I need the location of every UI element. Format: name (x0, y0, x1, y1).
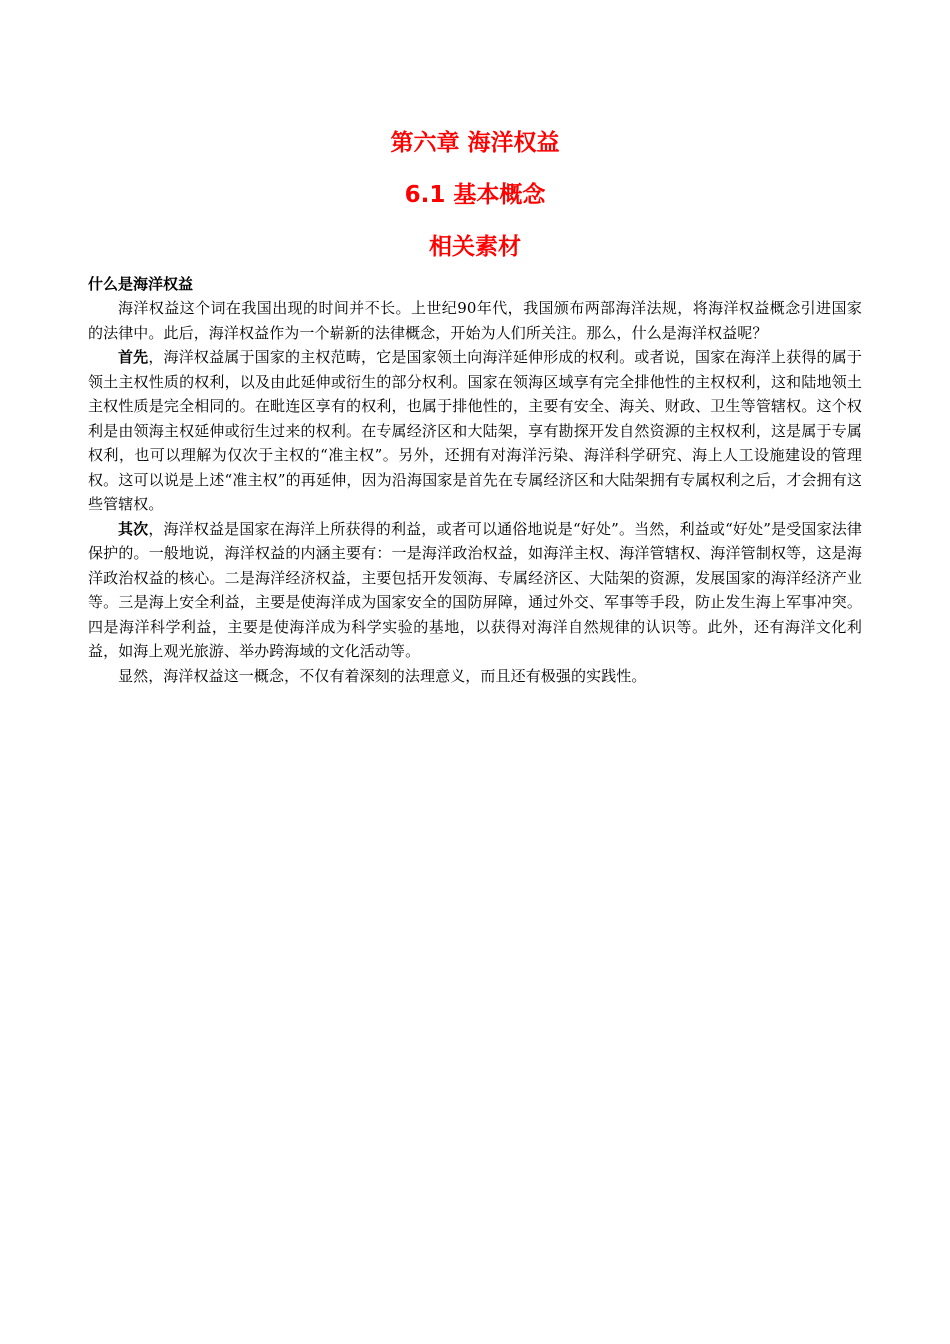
chapter-title: 第六章 海洋权益 (390, 130, 560, 156)
paragraph-second (88, 517, 862, 664)
sub-title: 相关素材 (429, 234, 521, 260)
title-block (0, 130, 950, 286)
paragraph-text: ，海洋权益属于国家的主权范畴，它是国家领土向海洋延伸形成的权利。或者说，国家在海洋上获得的属于领土主权性质的权利，以及由此延伸或衍生的部分权利。国家在领海区域享有完全排他性的主权权利，这和陆地领土主权性质是完全相同的。在毗连区享有的权利，也属于排他性的，主要有安全、海关、财政、卫生等管辖权。这个权利是由领海主权延伸或衍生过来的权利。在专属经济区和大陆架，享有勘探开发自然资源的主权权利，这是属于专属权利，也可以理解为仅次于主权的“准主权”。另外，还拥有对海洋污染、海洋科学研究、海上人工设施建设的管理权。这可以说是上述“准主权”的再延伸，因为沿海国家是首先在专属经济区和大陆架拥有专属权利之后，才会拥有这些管辖权。 (88, 348, 862, 513)
paragraph-text: ，海洋权益是国家在海洋上所获得的利益，或者可以通俗地说是“好处”。当然，利益或“好处”是受国家法律保护的。一般地说，海洋权益的内涵主要有：一是海洋政治权益，如海洋主权、海洋管辖权、海洋管制权等，这是海洋政治权益的核心。二是海洋经济权益，主要包括开发领海、专属经济区、大陆架的资源，发展国家的海洋经济产业等。三是海上安全利益，主要是使海洋成为国家安全的国防屏障，通过外交、军事等手段，防止发生海上军事冲突。四是海洋科学利益，主要是使海洋成为科学实验的基地，以获得对海洋自然规律的认识等。此外，还有海洋文化利益，如海上观光旅游、举办跨海域的文化活动等。 (88, 519, 863, 660)
section-heading: 什么是海洋权益 (88, 275, 194, 293)
paragraph-lead: 其次 (118, 519, 149, 538)
paragraph-text: 显然，海洋权益这一概念，不仅有着深刻的法理意义，而且还有极强的实践性。 (118, 666, 647, 685)
body-content (88, 272, 862, 688)
paragraph-lead: 首先 (118, 348, 149, 366)
paragraph-conclusion (88, 664, 862, 689)
section-title: 6.1 基本概念 (404, 182, 546, 208)
paragraph-text: 海洋权益这个词在我国出现的时间并不长。上世纪90年代，我国颁布两部海洋法规，将海洋权益概念引进国家的法律中。此后，海洋权益作为一个崭新的法律概念，开始为人们所关注。那么，什么是海洋权益呢？ (88, 299, 862, 342)
paragraph-intro (88, 296, 862, 345)
paragraph-first (88, 345, 862, 517)
